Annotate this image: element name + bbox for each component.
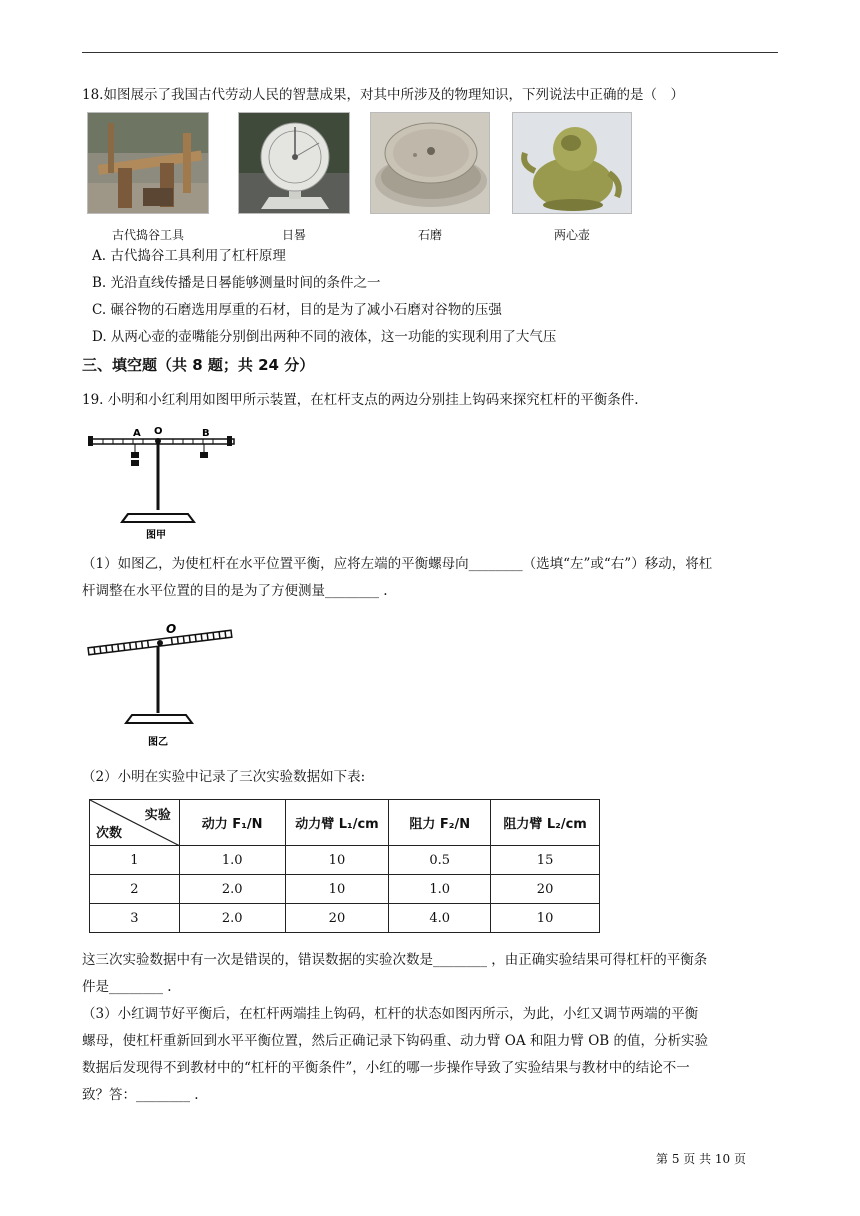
table-cell: 1.0 [179,846,285,875]
millstone-caption: 石磨 [417,228,442,242]
header-f2: 阻力 F₂/N [389,800,491,846]
sundial-image [238,112,350,214]
two-heart-pot-caption: 两心壶 [553,228,590,242]
q18-option-d: D. 从两心壶的壶嘴能分别倒出两种不同的液体，这一功能的实现利用了大气压 [92,329,557,345]
header-f1: 动力 F₁/N [179,800,285,846]
q19-part3-line3: 数据后发现得不到教材中的“杠杆的平衡条件”，小红的哪一步操作导致了实验结果与教材中的结论不一 [82,1060,690,1076]
lever-figure-b [82,615,242,755]
fig-b-caption: 图乙 [148,737,168,748]
sundial-caption: 日晷 [281,228,306,242]
corner-bottom-label: 次数 [96,826,123,841]
q19-part1-line2: 杆调整在水平位置的目的是为了方便测量________ . [82,583,388,599]
q19-after-table-line2: 件是________ . [82,979,172,995]
table-row [90,904,600,933]
data-table [89,799,600,933]
q19-part2: （2）小明在实验中记录了三次实验数据如下表: [82,769,366,785]
table-cell: 0.5 [389,846,491,875]
q18-option-a: A. 古代捣谷工具利用了杠杆原理 [92,248,286,264]
fig-a-caption: 图甲 [146,530,166,541]
table-corner-cell [90,800,180,846]
q19-part3-line4: 致？答：________ . [82,1087,199,1103]
grain-pounder-caption: 古代捣谷工具 [111,228,184,242]
table-cell: 1 [90,846,180,875]
page-footer: 第 5 页 共 10 页 [656,1152,746,1166]
header-l1: 动力臂 L₁/cm [285,800,389,846]
q19-part1-line1: （1）如图乙，为使杠杆在水平位置平衡，应将左端的平衡螺母向________（选填“左”或“右”）移动，将杠 [82,556,713,572]
table-cell: 20 [285,904,389,933]
table-cell: 2.0 [179,875,285,904]
label-a: A [133,428,141,439]
table-cell: 10 [285,875,389,904]
q18-option-c: C. 碾谷物的石磨选用厚重的石材，目的是为了减小石磨对谷物的压强 [92,302,502,318]
label-o: O [154,426,163,437]
fig-b-label-o: O [166,622,177,636]
header-l2: 阻力臂 L₂/cm [491,800,600,846]
table-row [90,875,600,904]
two-heart-pot-image [512,112,632,214]
table-cell: 20 [491,875,600,904]
millstone-image [370,112,490,214]
table-cell: 2.0 [179,904,285,933]
table-cell: 15 [491,846,600,875]
lever-figure-a [88,422,238,544]
label-b: B [202,428,210,439]
grain-pounder-image [87,112,209,214]
table-cell: 3 [90,904,180,933]
table-cell: 10 [285,846,389,875]
q19-part3-line2: 螺母，使杠杆重新回到水平平衡位置，然后正确记录下钩码重、动力臂 OA 和阻力臂 OB 的值，分析实验 [82,1033,708,1049]
section-heading: 三、填空题（共 8 题；共 24 分） [82,356,315,374]
q18-option-b: B. 光沿直线传播是日晷能够测量时间的条件之一 [92,275,381,291]
table-cell: 2 [90,875,180,904]
q18-stem: 18.如图展示了我国古代劳动人民的智慧成果，对其中所涉及的物理知识，下列说法中正确的是（ ） [82,87,684,103]
table-cell: 1.0 [389,875,491,904]
q19-stem: 19. 小明和小红利用如图甲所示装置，在杠杆支点的两边分别挂上钩码来探究杠杆的平衡条件. [82,392,639,408]
header-rule [82,52,778,53]
table-header-row [90,800,600,846]
q19-after-table-line1: 这三次实验数据中有一次是错误的，错误数据的实验次数是________ ，由正确实验结果可得杠杆的平衡条 [82,952,708,968]
table-cell: 10 [491,904,600,933]
corner-top-label: 实验 [144,808,171,823]
table-row [90,846,600,875]
q19-part3-line1: （3）小红调节好平衡后，在杠杆两端挂上钩码，杠杆的状态如图丙所示，为此，小红又调节两端的平衡 [82,1006,699,1022]
table-cell: 4.0 [389,904,491,933]
